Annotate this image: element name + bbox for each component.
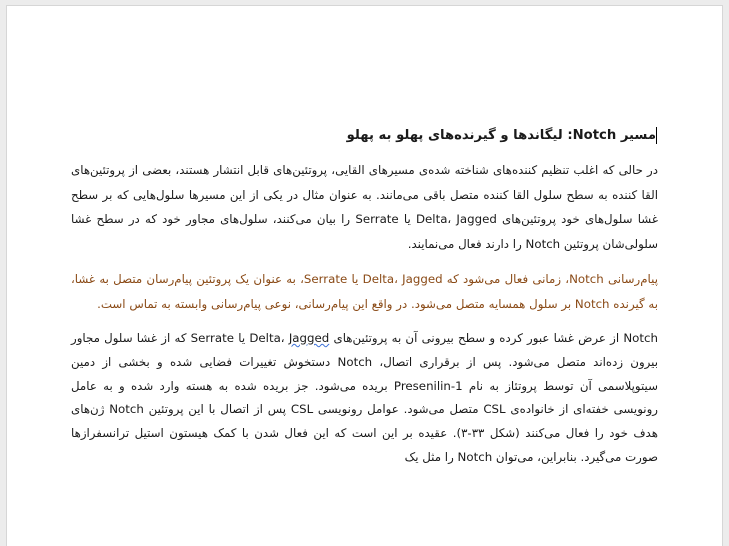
document-body[interactable] <box>71 124 658 481</box>
section-heading-text: مسیر Notch: لیگاندها و گیرنده‌های پهلو به پهلو <box>346 128 656 143</box>
paragraph-2[interactable]: پیام‌رسانی Notch، زمانی فعال می‌شود که Delta، Jagged یا Serrate، به عنوان یک پروتئین پیام‌رسان متصل به غشا، به گیرنده Notch بر سلول همسایه متصل می‌شود. در واقع این پیام‌رسانی، نوعی پیام‌رسانی وابسته به تماس است. <box>71 272 658 311</box>
paragraph-3-text-start: Notch از عرض غشا عبور کرده و سطح بیرونی آن به پروتئین‌های Delta، <box>249 331 658 345</box>
paragraph-3[interactable] <box>71 327 658 470</box>
spellcheck-flagged-word[interactable]: Jagged <box>288 331 330 345</box>
document-page[interactable] <box>6 5 723 546</box>
section-heading[interactable] <box>71 124 658 148</box>
paragraph-1[interactable]: در حالی که اغلب تنظیم کننده‌های شناخته شده‌ی مسیرهای القایی، پروتئین‌های قابل انتشار هستند، بعضی از پروتئین‌های القا کننده به سطح سلول القا کننده متصل باقی می‌مانند. به عنوان مثال در یکی از این مسیرها سلول‌هایی که بر سطح غشا سلول‌های خود پروتئین‌های Delta، Jagged یا Serrate را بیان می‌کنند، سلول‌های مجاور خود که در سطح غشا سلولی‌شان پروتئین Notch را دارند فعال می‌نمایند. <box>71 163 658 251</box>
paragraph-3-text-end: یا Serrate که از غشا سلول مجاور بیرون زده‌اند متصل می‌شود. پس از برقراری اتصال، Notch دستخوش تغییرات فضایی شده و بخشی از دمین سیتوپلاسمی آن توسط پروتئاز به نام Presenilin-1 بریده می‌شود. جز بریده شده به هسته وارد شده و به عامل رونویسی خفته‌ای از خانواده‌ی CSL متصل می‌شود. عوامل رونویسی CSL پس از اتصال با این پروتئین Notch ژن‌های هدف خود را فعال می‌کنند (شکل ۳۳-۳). عقیده بر این است که این فعال شدن با کمک هیستون استیل ترانسفرازها صورت می‌گیرد. بنابراین، می‌توان Notch را مثل یک <box>71 331 659 464</box>
text-cursor <box>656 127 657 144</box>
